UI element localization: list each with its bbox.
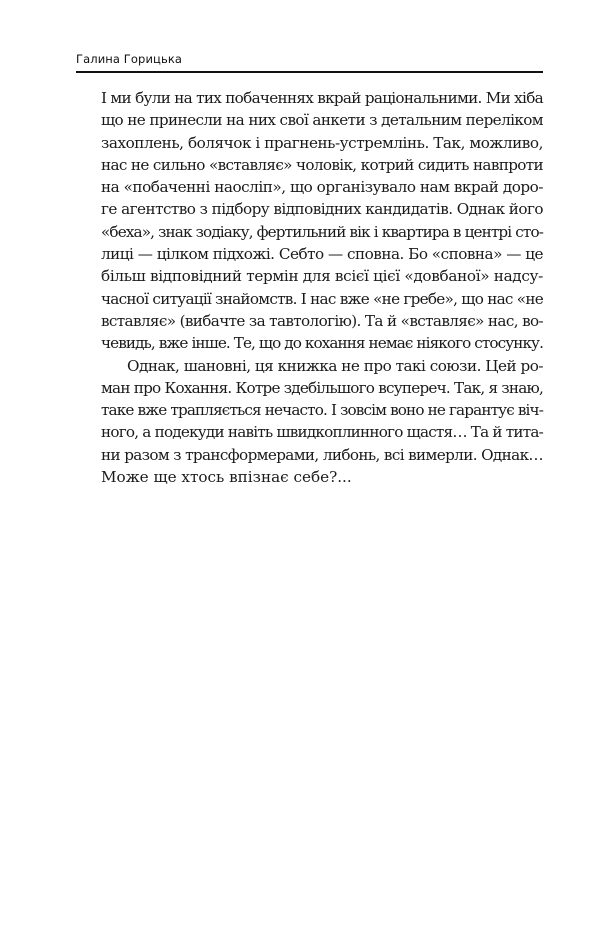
paragraph-1 <box>101 87 543 355</box>
text-line: більш відповідний термін для всієї цієї «довбаної» надсу- <box>101 267 543 286</box>
text-line: чевидь, вже інше. Те, що до кохання немає ніякого стосунку. <box>101 334 543 353</box>
text-line: вставляє» (вибачте за тавтологію). Та й «вставляє» нас, во- <box>101 311 544 330</box>
body-text <box>101 87 543 488</box>
text-line: «беха», знак зодіаку, фертильний вік і квартира в центрі сто- <box>101 222 543 241</box>
text-line: таке вже трапляється нечасто. І зовсім воно не гарантує віч- <box>101 401 543 420</box>
text-line: захоплень, болячок і прагнень-устремлінь. Так, можливо, <box>101 133 543 152</box>
text-line: ге агентство з підбору відповідних кандидатів. Однак його <box>101 200 543 219</box>
header-rule <box>76 71 543 73</box>
paragraph-2 <box>101 355 543 489</box>
text-line: Однак, шановні, ця книжка не про такі союзи. Цей ро- <box>127 356 543 375</box>
text-line: ман про Кохання. Котре здебільшого всупереч. Так, я знаю, <box>101 378 543 397</box>
text-line: що не принесли на них свої анкети з детальним переліком <box>101 111 543 130</box>
text-line: лиці — цілком підхожі. Себто — сповна. Бо «сповна» — це <box>101 245 543 264</box>
text-line: ного, а подекуди навіть швидкоплинного щастя… Та й тита- <box>101 423 543 442</box>
text-line: нас не сильно «вставляє» чоловік, котрий сидить навпроти <box>101 155 543 174</box>
running-head-author: Галина Горицька <box>76 52 183 66</box>
text-line: І ми були на тих побаченнях вкрай раціональними. Ми хіба <box>101 89 543 107</box>
text-line: на «побаченні наосліп», що організувало нам вкрай доро- <box>101 178 543 197</box>
text-line: часної ситуації знайомств. І нас вже «не гребе», що нас «не <box>101 289 543 308</box>
text-line: Може ще хтось впізнає себе?... <box>101 468 352 487</box>
text-line: ни разом з трансформерами, либонь, всі вимерли. Однак… <box>101 445 543 464</box>
